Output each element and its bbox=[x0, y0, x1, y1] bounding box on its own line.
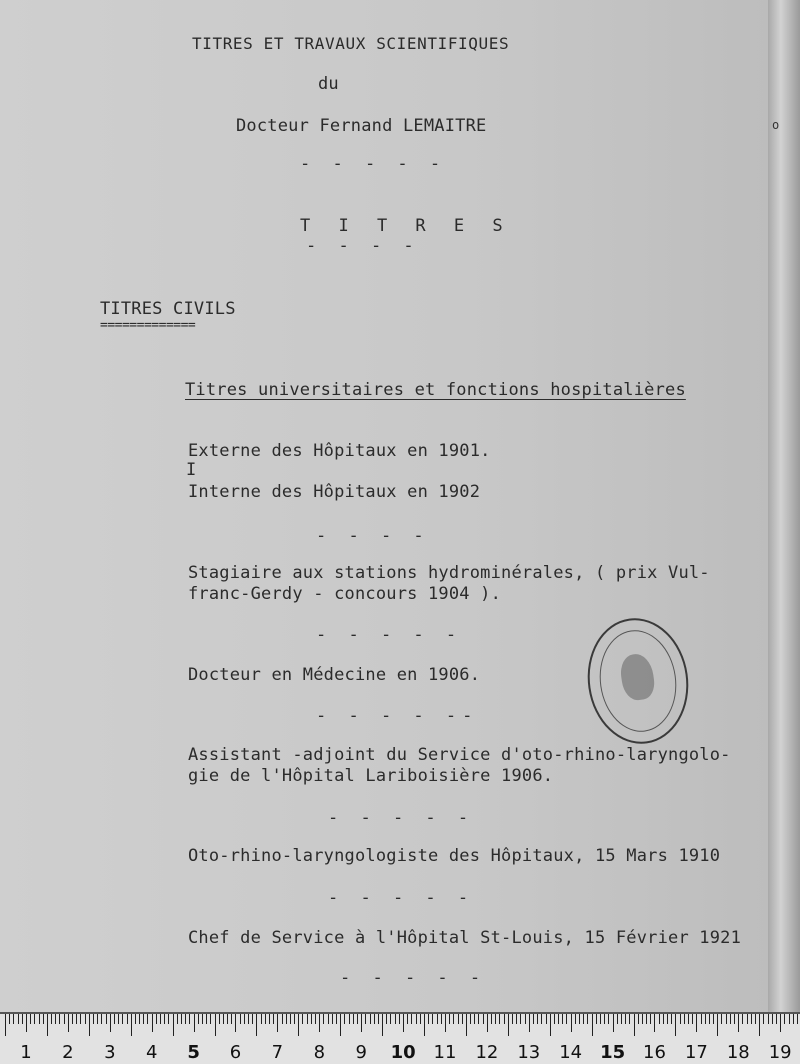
ruler-tick bbox=[168, 1014, 169, 1024]
ruler-tick bbox=[390, 1014, 391, 1024]
ruler-tick bbox=[110, 1014, 111, 1032]
ruler-tick bbox=[223, 1014, 224, 1024]
ruler-tick bbox=[789, 1014, 790, 1024]
entry-mark: I bbox=[186, 460, 197, 480]
ruler-tick bbox=[265, 1014, 266, 1024]
ruler-tick bbox=[361, 1014, 362, 1032]
ruler-tick bbox=[256, 1014, 257, 1036]
ruler-tick bbox=[516, 1014, 517, 1024]
ruler-tick bbox=[558, 1014, 559, 1024]
ruler-tick bbox=[730, 1014, 731, 1024]
ruler-tick bbox=[458, 1014, 459, 1024]
ruler-tick bbox=[55, 1014, 56, 1024]
ruler-tick bbox=[143, 1014, 144, 1024]
title-separator: - - - - - bbox=[300, 154, 447, 174]
ruler-tick bbox=[336, 1014, 337, 1024]
ruler-number: 15 bbox=[600, 1042, 626, 1063]
ruler-tick bbox=[512, 1014, 513, 1024]
ruler-tick bbox=[755, 1014, 756, 1024]
ruler-tick bbox=[520, 1014, 521, 1024]
ruler-tick bbox=[604, 1014, 605, 1024]
ruler-tick bbox=[600, 1014, 601, 1024]
ruler-tick bbox=[252, 1014, 253, 1024]
ruler-tick bbox=[315, 1014, 316, 1024]
ruler-tick bbox=[680, 1014, 681, 1024]
ruler-tick bbox=[26, 1014, 27, 1032]
ruler-number: 13 bbox=[517, 1042, 541, 1063]
title-connector: du bbox=[318, 74, 339, 94]
ruler-tick bbox=[114, 1014, 115, 1024]
ruler-tick bbox=[709, 1014, 710, 1024]
ruler-tick bbox=[80, 1014, 81, 1024]
ruler-number: 17 bbox=[684, 1042, 708, 1063]
ruler-tick bbox=[487, 1014, 488, 1032]
ruler-number: 12 bbox=[475, 1042, 499, 1063]
ruler-tick bbox=[22, 1014, 23, 1024]
ruler-tick bbox=[349, 1014, 350, 1024]
ruler-tick bbox=[721, 1014, 722, 1024]
ruler-tick bbox=[382, 1014, 383, 1036]
ruler-tick bbox=[579, 1014, 580, 1024]
ruler-tick bbox=[64, 1014, 65, 1024]
ruler-tick bbox=[634, 1014, 635, 1036]
stamp-portrait-icon bbox=[618, 652, 656, 702]
ruler-tick bbox=[30, 1014, 31, 1024]
ruler-tick bbox=[344, 1014, 345, 1024]
document-title: TITRES ET TRAVAUX SCIENTIFIQUES bbox=[192, 34, 510, 53]
ruler-tick bbox=[59, 1014, 60, 1024]
ruler-number: 16 bbox=[643, 1042, 666, 1063]
ruler-number: 9 bbox=[355, 1042, 367, 1063]
ruler-tick bbox=[453, 1014, 454, 1024]
entry-separator: - - - - - bbox=[328, 888, 475, 908]
ruler-tick bbox=[357, 1014, 358, 1024]
entry-assistant-line2: gie de l'Hôpital Lariboisière 1906. bbox=[188, 766, 554, 786]
ruler-tick bbox=[302, 1014, 303, 1024]
page-edge: o bbox=[768, 0, 800, 1012]
ruler-tick bbox=[437, 1014, 438, 1024]
ruler-tick bbox=[332, 1014, 333, 1024]
ruler-tick bbox=[403, 1014, 404, 1032]
ruler-number: 4 bbox=[145, 1042, 158, 1063]
ruler-tick bbox=[319, 1014, 320, 1032]
ruler-tick bbox=[797, 1014, 798, 1024]
ruler-tick bbox=[784, 1014, 785, 1024]
ruler-tick bbox=[751, 1014, 752, 1024]
ruler-tick bbox=[93, 1014, 94, 1024]
ruler-tick bbox=[235, 1014, 236, 1032]
ruler-tick bbox=[386, 1014, 387, 1024]
ruler-tick bbox=[353, 1014, 354, 1024]
ruler-number: 10 bbox=[390, 1042, 416, 1063]
ruler-number: 19 bbox=[768, 1042, 792, 1063]
ruler-tick bbox=[478, 1014, 479, 1024]
subsection-title: TITRES CIVILS bbox=[100, 299, 236, 319]
ruler-tick bbox=[311, 1014, 312, 1024]
ruler-tick bbox=[286, 1014, 287, 1024]
ruler-tick bbox=[122, 1014, 123, 1024]
ruler-tick bbox=[156, 1014, 157, 1024]
ruler-tick bbox=[416, 1014, 417, 1024]
ruler-tick bbox=[583, 1014, 584, 1024]
subsection-underline: ============= bbox=[100, 318, 196, 333]
ruler-tick bbox=[596, 1014, 597, 1024]
ruler-tick bbox=[323, 1014, 324, 1024]
ruler-tick bbox=[717, 1014, 718, 1036]
ruler-tick bbox=[407, 1014, 408, 1024]
ruler-number: 18 bbox=[726, 1042, 750, 1063]
ruler-tick bbox=[219, 1014, 220, 1024]
ruler-tick bbox=[571, 1014, 572, 1032]
ruler-tick bbox=[696, 1014, 697, 1032]
ruler-tick bbox=[51, 1014, 52, 1024]
entry-separator: - - - - - bbox=[328, 808, 475, 828]
entry-separator: - - - - - bbox=[340, 968, 487, 988]
ruler-number: 5 bbox=[187, 1042, 200, 1063]
ruler-tick bbox=[89, 1014, 90, 1036]
ruler-tick bbox=[663, 1014, 664, 1024]
ruler-tick bbox=[118, 1014, 119, 1024]
ruler-tick bbox=[617, 1014, 618, 1024]
ruler-tick bbox=[742, 1014, 743, 1024]
ruler-tick bbox=[181, 1014, 182, 1024]
ruler-tick bbox=[39, 1014, 40, 1024]
ruler-tick bbox=[18, 1014, 19, 1024]
ruler-tick bbox=[307, 1014, 308, 1024]
ruler-tick bbox=[43, 1014, 44, 1024]
ruler-tick bbox=[474, 1014, 475, 1024]
ruler-tick bbox=[340, 1014, 341, 1036]
ruler-tick bbox=[261, 1014, 262, 1024]
entry-separator: - - - - -- bbox=[316, 706, 479, 726]
entry-stagiaire-line2: franc-Gerdy - concours 1904 ). bbox=[188, 584, 502, 604]
entry-docteur: Docteur en Médecine en 1906. bbox=[188, 665, 481, 685]
ruler-tick bbox=[277, 1014, 278, 1032]
ruler-tick bbox=[9, 1014, 10, 1024]
ruler-number: 14 bbox=[559, 1042, 583, 1063]
ruler-tick bbox=[282, 1014, 283, 1024]
ruler-tick bbox=[772, 1014, 773, 1024]
ruler-tick bbox=[420, 1014, 421, 1024]
ruler-tick bbox=[675, 1014, 676, 1036]
ruler-tick bbox=[734, 1014, 735, 1024]
ruler-tick bbox=[780, 1014, 781, 1032]
ruler-tick bbox=[244, 1014, 245, 1024]
ruler-tick bbox=[76, 1014, 77, 1024]
entry-separator: - - - - bbox=[316, 526, 430, 546]
ruler-tick bbox=[793, 1014, 794, 1024]
ruler-tick bbox=[189, 1014, 190, 1024]
entry-interne: Interne des Hôpitaux en 1902 bbox=[188, 482, 481, 502]
ruler-tick bbox=[462, 1014, 463, 1024]
entry-separator: - - - - - bbox=[316, 625, 463, 645]
ruler-tick bbox=[72, 1014, 73, 1024]
ruler-tick bbox=[533, 1014, 534, 1024]
ruler-tick bbox=[47, 1014, 48, 1036]
ruler-tick bbox=[684, 1014, 685, 1024]
ruler-tick bbox=[399, 1014, 400, 1024]
ruler-number: 1 bbox=[20, 1042, 32, 1063]
entry-stagiaire-line1: Stagiaire aux stations hydrominérales, ( prix Vul- bbox=[188, 563, 710, 583]
ruler-tick bbox=[776, 1014, 777, 1024]
ruler-tick bbox=[621, 1014, 622, 1024]
ruler-tick bbox=[177, 1014, 178, 1024]
ruler-tick bbox=[294, 1014, 295, 1024]
ruler-tick bbox=[370, 1014, 371, 1024]
ruler-tick bbox=[566, 1014, 567, 1024]
ruler-tick bbox=[101, 1014, 102, 1024]
ruler-tick bbox=[768, 1014, 769, 1024]
ruler-tick bbox=[298, 1014, 299, 1036]
ruler-tick bbox=[642, 1014, 643, 1024]
ruler-tick bbox=[139, 1014, 140, 1024]
ruler-tick bbox=[248, 1014, 249, 1024]
ruler-tick bbox=[240, 1014, 241, 1024]
entry-chef: Chef de Service à l'Hôpital St-Louis, 15 Février 1921 bbox=[188, 928, 742, 948]
ruler-tick bbox=[537, 1014, 538, 1024]
ruler-tick bbox=[466, 1014, 467, 1036]
ruler-tick bbox=[85, 1014, 86, 1024]
ruler-tick bbox=[147, 1014, 148, 1024]
ruler-number: 6 bbox=[229, 1042, 242, 1063]
ruler-tick bbox=[550, 1014, 551, 1036]
ruler-tick bbox=[374, 1014, 375, 1024]
ruler-tick bbox=[705, 1014, 706, 1024]
ruler-tick bbox=[629, 1014, 630, 1024]
ruler-tick bbox=[587, 1014, 588, 1024]
ruler-tick bbox=[504, 1014, 505, 1024]
ruler-tick bbox=[470, 1014, 471, 1024]
section-underline: - - - - bbox=[306, 236, 420, 256]
ruler-tick bbox=[441, 1014, 442, 1024]
ruler-tick bbox=[411, 1014, 412, 1024]
ruler-tick bbox=[546, 1014, 547, 1024]
ruler-tick bbox=[575, 1014, 576, 1024]
ruler-tick bbox=[713, 1014, 714, 1024]
ruler-tick bbox=[269, 1014, 270, 1024]
ruler-tick bbox=[106, 1014, 107, 1024]
ruler-number: 7 bbox=[271, 1042, 284, 1063]
ruler-number: 3 bbox=[104, 1042, 116, 1063]
ruler-tick bbox=[449, 1014, 450, 1024]
ruler-tick bbox=[554, 1014, 555, 1024]
ruler-tick bbox=[173, 1014, 174, 1036]
ruler-tick bbox=[210, 1014, 211, 1024]
ruler-tick bbox=[646, 1014, 647, 1024]
ruler-number: 8 bbox=[313, 1042, 326, 1063]
ruler-tick bbox=[152, 1014, 153, 1032]
ruler-tick bbox=[198, 1014, 199, 1024]
faculty-stamp bbox=[580, 612, 697, 751]
ruler-tick bbox=[495, 1014, 496, 1024]
ruler-tick bbox=[378, 1014, 379, 1024]
section-title: T I T R E S bbox=[300, 216, 512, 236]
ruler-tick bbox=[541, 1014, 542, 1024]
ruler-tick bbox=[194, 1014, 195, 1032]
ruler-tick bbox=[654, 1014, 655, 1032]
ruler-tick bbox=[428, 1014, 429, 1024]
ruler-tick bbox=[34, 1014, 35, 1024]
ruler-number: 11 bbox=[433, 1042, 457, 1063]
ruler-tick bbox=[562, 1014, 563, 1024]
ruler-tick bbox=[127, 1014, 128, 1024]
ruler-tick bbox=[483, 1014, 484, 1024]
ruler-tick bbox=[625, 1014, 626, 1024]
ruler-tick bbox=[671, 1014, 672, 1024]
ruler-tick bbox=[701, 1014, 702, 1024]
ruler-number: 2 bbox=[62, 1042, 74, 1063]
ruler-tick bbox=[491, 1014, 492, 1024]
ruler-tick bbox=[231, 1014, 232, 1024]
ruler-tick bbox=[499, 1014, 500, 1024]
measuring-ruler bbox=[0, 1012, 800, 1064]
ruler-tick bbox=[650, 1014, 651, 1024]
entry-oto: Oto-rhino-laryngologiste des Hôpitaux, 15 Mars 1910 bbox=[188, 846, 721, 866]
heading-universitaires: Titres universitaires et fonctions hospitalières bbox=[185, 380, 686, 400]
ruler-tick bbox=[667, 1014, 668, 1024]
ruler-tick bbox=[688, 1014, 689, 1024]
ruler-tick bbox=[68, 1014, 69, 1032]
ruler-tick bbox=[424, 1014, 425, 1036]
ruler-tick bbox=[759, 1014, 760, 1036]
ruler-tick bbox=[529, 1014, 530, 1032]
ruler-tick bbox=[592, 1014, 593, 1036]
ruler-tick bbox=[445, 1014, 446, 1032]
ruler-tick bbox=[97, 1014, 98, 1024]
ruler-tick bbox=[290, 1014, 291, 1024]
ruler-tick bbox=[160, 1014, 161, 1024]
ruler-tick bbox=[131, 1014, 132, 1036]
ruler-tick bbox=[525, 1014, 526, 1024]
ruler-tick bbox=[202, 1014, 203, 1024]
ruler-tick bbox=[206, 1014, 207, 1024]
ruler-tick bbox=[185, 1014, 186, 1024]
author-name: Docteur Fernand LEMAITRE bbox=[236, 116, 487, 136]
ruler-tick bbox=[508, 1014, 509, 1036]
ruler-tick bbox=[273, 1014, 274, 1024]
ruler-tick bbox=[365, 1014, 366, 1024]
ruler-tick bbox=[328, 1014, 329, 1024]
ruler-tick bbox=[13, 1014, 14, 1024]
ruler-tick bbox=[608, 1014, 609, 1024]
ruler-tick bbox=[638, 1014, 639, 1024]
ruler-tick bbox=[227, 1014, 228, 1024]
ruler-tick bbox=[763, 1014, 764, 1024]
entry-assistant-line1: Assistant -adjoint du Service d'oto-rhino-laryngolo- bbox=[188, 745, 731, 765]
ruler-tick bbox=[135, 1014, 136, 1024]
ruler-tick bbox=[395, 1014, 396, 1024]
ruler-tick bbox=[738, 1014, 739, 1032]
ruler-tick bbox=[613, 1014, 614, 1032]
ruler-tick bbox=[747, 1014, 748, 1024]
ruler-tick bbox=[692, 1014, 693, 1024]
ruler-tick bbox=[659, 1014, 660, 1024]
ruler-tick bbox=[432, 1014, 433, 1024]
ruler-tick bbox=[5, 1014, 6, 1036]
ruler-tick bbox=[726, 1014, 727, 1024]
entry-externe: Externe des Hôpitaux en 1901. bbox=[188, 441, 491, 461]
ruler-tick bbox=[164, 1014, 165, 1024]
ruler-tick bbox=[215, 1014, 216, 1036]
